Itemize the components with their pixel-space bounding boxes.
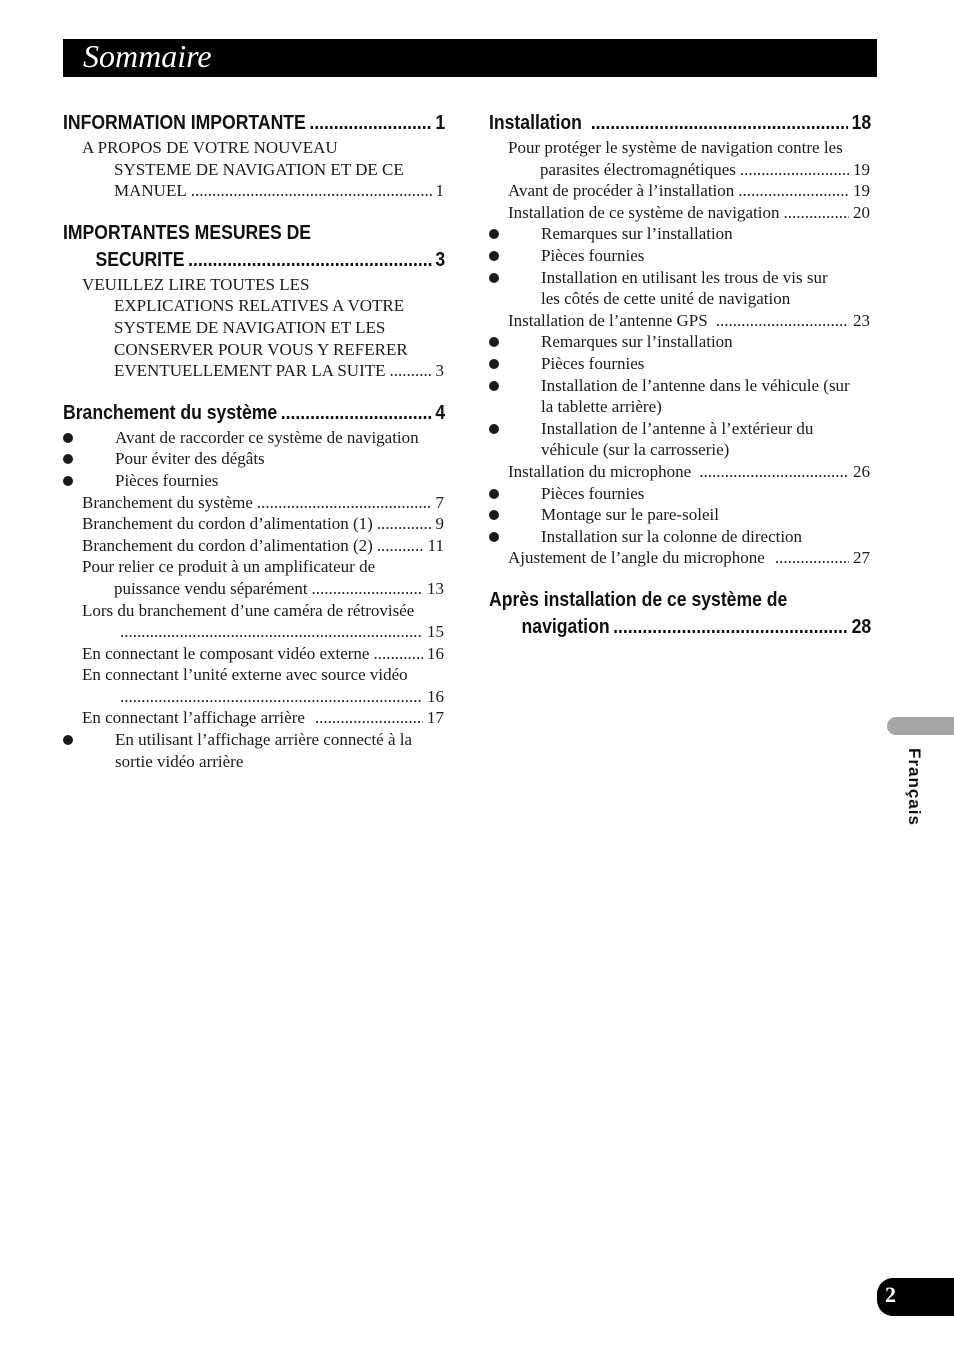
- bullet-icon: [489, 532, 499, 542]
- entry-line: Pour protéger le système de navigation contre les: [508, 138, 843, 157]
- entry-text: Ajustement de l’angle du microphone: [508, 548, 765, 568]
- toc-bullet-item[interactable]: [63, 427, 444, 449]
- entry-page: 19: [853, 181, 870, 201]
- bullet-icon: [63, 433, 73, 443]
- entry-page: 17: [427, 708, 444, 728]
- bullet-text: Installation sur la colonne de direction: [541, 526, 803, 546]
- section-page: 28: [851, 615, 872, 638]
- entry-page: 15: [427, 622, 444, 642]
- entry-text: Branchement du système: [82, 492, 253, 512]
- section-title: INFORMATION IMPORTANTE: [63, 112, 306, 134]
- entry-page: 19: [853, 159, 870, 179]
- toc-bullet-item[interactable]: [489, 245, 870, 267]
- toc-entry[interactable]: [63, 643, 444, 665]
- toc-entry[interactable]: [63, 535, 444, 557]
- entry-line: Lors du branchement d’une caméra de rétrovisée: [82, 600, 415, 620]
- entry-line: Pour relier ce produit à un amplificateur de: [82, 557, 376, 577]
- entry-line: puissance vendu séparément: [114, 578, 308, 598]
- entry-line: EVENTUELLEMENT PAR LA SUITE: [114, 361, 386, 381]
- toc-entry[interactable]: [63, 556, 444, 599]
- toc-entry[interactable]: [63, 492, 444, 514]
- toc-bullet-item[interactable]: [489, 353, 870, 375]
- section-page: 18: [851, 112, 872, 134]
- title-bar: [63, 39, 877, 77]
- bullet-text: Pièces fournies: [541, 483, 645, 503]
- entry-page: 9: [435, 514, 444, 534]
- toc-bullet-item[interactable]: [489, 483, 870, 505]
- toc-section-installation[interactable]: [489, 110, 871, 137]
- section-title: Branchement du système: [63, 401, 278, 424]
- bullet-text: Pièces fournies: [541, 353, 645, 373]
- toc-entry-a-propos[interactable]: [63, 137, 444, 202]
- toc-section-apres-installation[interactable]: [489, 587, 871, 641]
- bullet-icon: [489, 273, 499, 283]
- entry-page: 11: [427, 535, 444, 555]
- bullet-text: Installation en utilisant les trous de vis sur: [541, 267, 828, 287]
- bullet-icon: [489, 381, 499, 391]
- bullet-icon: [63, 476, 73, 486]
- toc-left-column: [63, 110, 444, 772]
- entry-page: 7: [435, 492, 444, 512]
- section-title: IMPORTANTES MESURES DE: [63, 221, 312, 244]
- toc-entry[interactable]: [489, 461, 870, 483]
- bullet-icon: [489, 489, 499, 499]
- toc-bullet-item[interactable]: [489, 526, 870, 548]
- toc-entry[interactable]: [489, 202, 870, 224]
- bullet-text: les côtés de cette unité de navigation: [541, 289, 791, 309]
- toc-section-information-importante[interactable]: [63, 110, 445, 137]
- page-number-badge: [877, 1278, 954, 1316]
- toc-entry[interactable]: [489, 547, 870, 569]
- section-title: SECURITE: [95, 248, 185, 271]
- section-page: 1: [435, 112, 446, 134]
- section-title: Après installation de ce système de: [489, 588, 788, 611]
- bullet-icon: [63, 735, 73, 745]
- bullet-icon: [63, 454, 73, 464]
- entry-text: Branchement du cordon d’alimentation (2): [82, 535, 373, 555]
- toc-bullet-item[interactable]: [63, 729, 444, 772]
- toc-right-column: [489, 110, 870, 641]
- bullet-text: Remarques sur l’installation: [541, 224, 733, 244]
- bullet-text: Installation de l’antenne à l’extérieur du: [541, 418, 814, 438]
- section-page: 4: [435, 401, 446, 424]
- entry-page: 3: [435, 361, 444, 381]
- entry-line: MANUEL: [114, 181, 187, 201]
- entry-page: 27: [853, 548, 870, 568]
- toc-entry[interactable]: [489, 180, 870, 202]
- toc-bullet-item[interactable]: [489, 331, 870, 353]
- toc-bullet-item[interactable]: [489, 375, 870, 418]
- entry-text: Branchement du cordon d’alimentation (1): [82, 514, 373, 534]
- entry-line: parasites électromagnétiques: [540, 159, 736, 179]
- toc-section-branchement[interactable]: [63, 400, 445, 427]
- toc-bullet-item[interactable]: [489, 504, 870, 526]
- entry-page: 26: [853, 461, 870, 481]
- language-label: Français: [905, 748, 924, 826]
- section-title: navigation: [521, 615, 610, 638]
- bullet-icon: [489, 510, 499, 520]
- bullet-text: sortie vidéo arrière: [115, 751, 244, 771]
- section-title: Installation: [489, 112, 582, 134]
- entry-page: 16: [427, 643, 444, 663]
- toc-bullet-item[interactable]: [489, 267, 870, 310]
- entry-page: 1: [435, 181, 444, 201]
- bullet-icon: [489, 424, 499, 434]
- entry-page: 20: [853, 202, 870, 222]
- entry-text: Installation de l’antenne GPS: [508, 310, 708, 330]
- bullet-text: la tablette arrière): [541, 397, 662, 417]
- toc-entry[interactable]: [63, 513, 444, 535]
- language-tab: [887, 717, 954, 735]
- section-page: 3: [435, 248, 446, 271]
- toc-bullet-item[interactable]: [489, 418, 870, 461]
- toc-entry[interactable]: [63, 707, 444, 729]
- bullet-text: Installation de l’antenne dans le véhicule (sur: [541, 375, 850, 395]
- bullet-text: Avant de raccorder ce système de navigation: [115, 427, 419, 447]
- entry-line: SYSTEME DE NAVIGATION ET LES: [114, 317, 386, 337]
- bullet-icon: [489, 337, 499, 347]
- entry-text: Avant de procéder à l’installation: [508, 181, 735, 201]
- entry-line: EXPLICATIONS RELATIVES A VOTRE: [114, 296, 405, 316]
- bullet-icon: [489, 229, 499, 239]
- page-number: 2: [885, 1282, 896, 1307]
- bullet-icon: [489, 251, 499, 261]
- entry-text: Installation de ce système de navigation: [508, 202, 780, 222]
- entry-line: CONSERVER POUR VOUS Y REFERER: [114, 339, 408, 359]
- entry-line: VEUILLEZ LIRE TOUTES LES: [82, 274, 310, 294]
- entry-line: En connectant l’unité externe avec source vidéo: [82, 665, 408, 685]
- toc-bullet-item[interactable]: [63, 470, 444, 492]
- page-title: Sommaire: [83, 38, 212, 74]
- bullet-text: Montage sur le pare-soleil: [541, 505, 719, 525]
- entry-line: SYSTEME DE NAVIGATION ET DE CE: [114, 159, 404, 179]
- bullet-text: véhicule (sur la carrosserie): [541, 440, 730, 460]
- toc-bullet-item[interactable]: [63, 448, 444, 470]
- entry-text: En connectant le composant vidéo externe: [82, 643, 370, 663]
- bullet-text: Pièces fournies: [115, 470, 219, 490]
- toc-entry[interactable]: [489, 310, 870, 332]
- toc-entry[interactable]: [63, 600, 444, 643]
- entry-page: 16: [427, 686, 444, 706]
- bullet-text: Remarques sur l’installation: [541, 332, 733, 352]
- bullet-text: En utilisant l’affichage arrière connecté à la: [115, 730, 413, 750]
- toc-entry[interactable]: [489, 137, 870, 180]
- toc-bullet-item[interactable]: [489, 223, 870, 245]
- toc-entry[interactable]: [63, 664, 444, 707]
- bullet-text: Pièces fournies: [541, 245, 645, 265]
- toc-section-mesures-securite[interactable]: [63, 220, 445, 274]
- entry-text: En connectant l’affichage arrière: [82, 708, 305, 728]
- bullet-text: Pour éviter des dégâts: [115, 449, 265, 469]
- toc-entry-veuillez-lire[interactable]: [63, 274, 444, 382]
- entry-text: Installation du microphone: [508, 461, 692, 481]
- entry-page: 13: [427, 578, 444, 598]
- entry-line: A PROPOS DE VOTRE NOUVEAU: [82, 138, 338, 157]
- entry-page: 23: [853, 310, 870, 330]
- bullet-icon: [489, 359, 499, 369]
